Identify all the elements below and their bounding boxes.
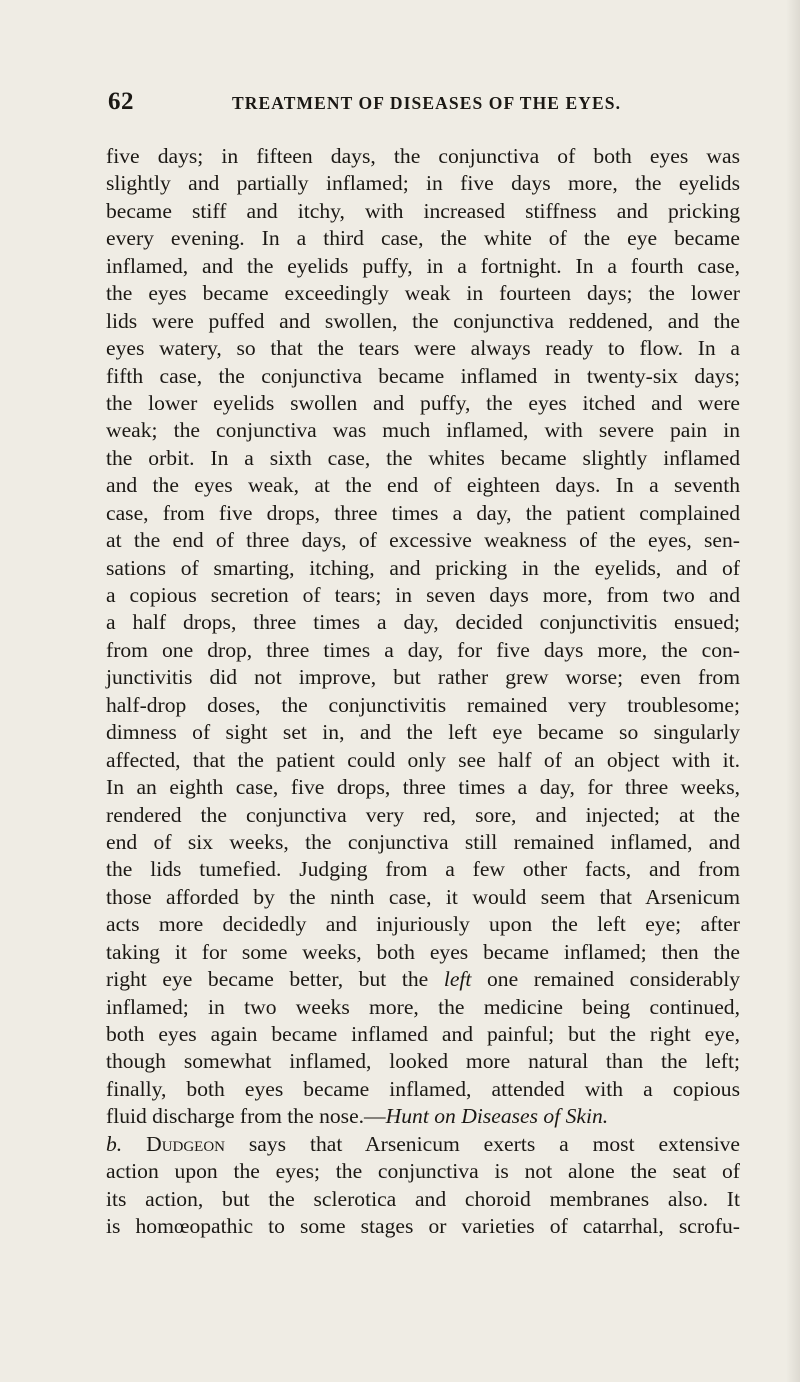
text-line: eyes watery, so that the tears were always ready to flow. In a [106,336,740,361]
text-line: those afforded by the ninth case, it would seem that Arsenicum [106,884,740,909]
text-line: the eyes became exceedingly weak in fourteen days; the lower [106,281,740,306]
text-line: from one drop, three times a day, for five days more, the con- [106,637,740,662]
text-line: weak; the conjunctiva was much inflamed, with severe pain in [106,418,740,443]
text-line: the lids tumefied. Judging from a few other facts, and from [106,857,740,882]
text-line: its action, but the sclerotica and choroid membranes also. It [106,1186,740,1211]
text-line: action upon the eyes; the conjunctiva is not alone the seat of [106,1159,740,1184]
text-line-with-italic [106,966,740,993]
running-title: TREATMENT OF DISEASES OF THE EYES. [232,93,622,113]
text-line: acts more decidedly and injuriously upon the left eye; after [106,912,740,937]
text-line: both eyes again became inflamed and painful; but the right eye, [106,1022,740,1046]
text-line: slightly and partially inflamed; in five days more, the eyelids [106,171,740,196]
text-line: and the eyes weak, at the end of eighteen days. In a seventh [106,473,740,498]
italic-emphasis: left [443,967,472,992]
paragraph-start-line [106,1131,740,1158]
citation-reference: Hunt on Diseases of Skin. [385,1104,609,1129]
text-line: became stiff and itchy, with increased stiffness and pricking [106,198,740,223]
page-gutter-shadow [786,0,800,1382]
text-segment: one remained considerably [471,967,741,992]
text-line: fifth case, the conjunctiva became inflamed in twenty-six days; [106,363,740,388]
text-line: the orbit. In a sixth case, the whites became slightly inflamed [106,445,740,470]
text-line: case, from five drops, three times a day, the patient complained [106,500,740,525]
text-line: finally, both eyes became inflamed, attended with a copious [106,1076,740,1101]
author-name: Dudgeon [146,1131,226,1156]
text-segment: right eye became better, but the [106,967,444,992]
page-number: 62 [108,88,134,115]
text-line: In an eighth case, five drops, three times a day, for three weeks, [106,775,740,800]
text-line: five days; in fifteen days, the conjunctiva of both eyes was [106,144,740,168]
citation-line [106,1103,740,1130]
text-line: a copious secretion of tears; in seven days more, from two and [106,583,740,607]
text-line: a half drops, three times a day, decided conjunctivitis ensued; [106,610,740,635]
text-line: affected, that the patient could only see half of an object with it. [106,747,740,772]
text-line: taking it for some weeks, both eyes became inflamed; then the [106,939,740,964]
text-line: inflamed; in two weeks more, the medicine being continued, [106,994,740,1019]
text-line: lids were puffed and swollen, the conjunctiva reddened, and the [106,308,740,333]
text-segment: fluid discharge from the nose.— [106,1104,386,1129]
text-line: the lower eyelids swollen and puffy, the eyes itched and were [106,390,740,415]
text-line: rendered the conjunctiva very red, sore, and injected; at the [106,802,740,827]
text-line: sations of smarting, itching, and pricking in the eyelids, and of [106,555,740,580]
text-line: inflamed, and the eyelids puffy, in a fortnight. In a fourth case, [106,253,740,278]
text-line: is homœopathic to some stages or varieties of catarrhal, scrofu- [106,1214,740,1239]
text-line: end of six weeks, the conjunctiva still remained inflamed, and [106,829,740,854]
text-segment: says that Arsenicum exerts a most extensive [225,1131,740,1156]
text-line: junctivitis did not improve, but rather grew worse; even from [106,665,740,690]
text-line: at the end of three days, of excessive weakness of the eyes, sen- [106,528,740,553]
section-marker: b. [106,1131,123,1156]
text-line: though somewhat inflamed, looked more natural than the left; [106,1049,740,1074]
text-line: dimness of sight set in, and the left eye became so singularly [106,720,740,745]
body-text [106,143,740,1241]
text-line: half-drop doses, the conjunctivitis remained very troublesome; [106,692,740,717]
text-line: every evening. In a third case, the white of the eye became [106,226,740,251]
